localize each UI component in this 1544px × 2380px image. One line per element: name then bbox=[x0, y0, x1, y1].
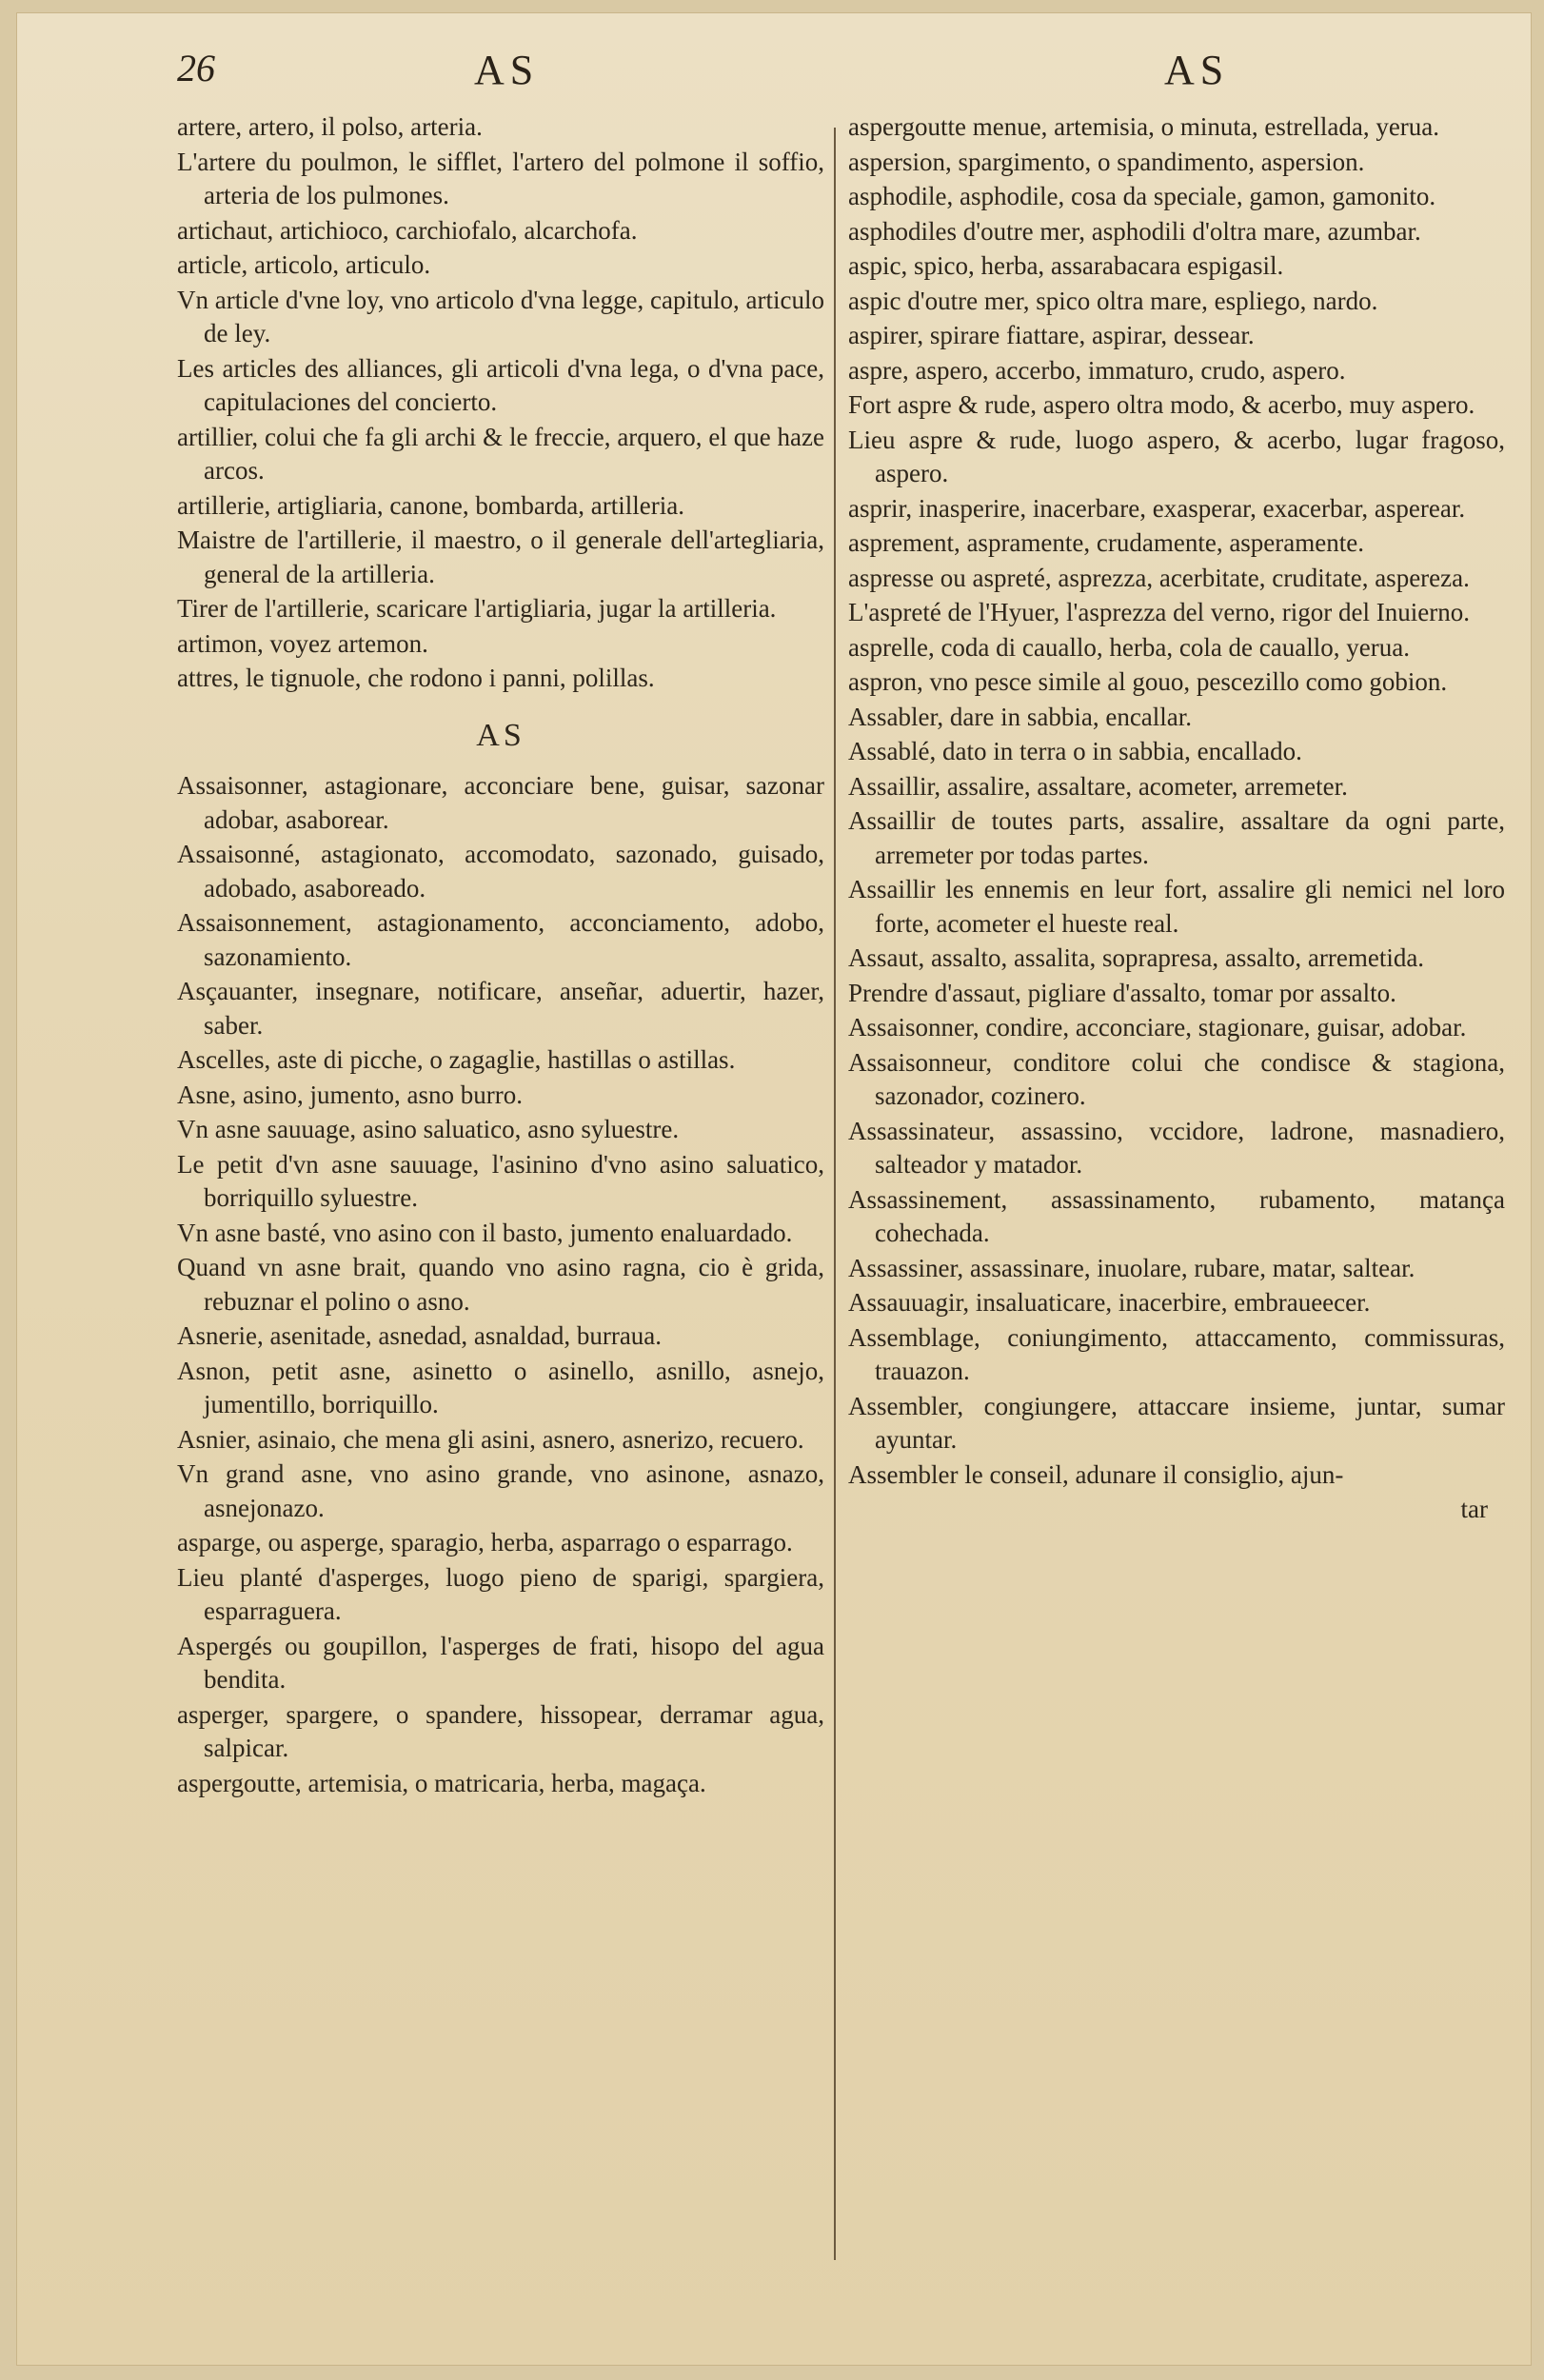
dictionary-entry: aspersion, spargimento, o spandimento, aspersion. bbox=[848, 147, 1365, 176]
dictionary-entry: Assaisonnement, astagionamento, acconciamento, adobo, sazonamiento. bbox=[177, 908, 824, 971]
dictionary-entry: artillier, colui che fa gli archi & le freccie, arquero, el que haze arcos. bbox=[177, 422, 824, 485]
left-entries-b bbox=[177, 769, 824, 1800]
dictionary-entry: Assaisonneur, conditore colui che condisce & stagiona, sazonador, cozinero. bbox=[848, 1047, 1505, 1110]
book-page bbox=[17, 13, 1531, 2365]
dictionary-entry: aspic d'outre mer, spico oltra mare, espliego, nardo. bbox=[848, 286, 1378, 315]
dictionary-entry: Asçauanter, insegnare, notificare, anseñar, aduertir, hazer, saber. bbox=[177, 977, 824, 1040]
dictionary-entry: asphodiles d'outre mer, asphodili d'oltra mare, azumbar. bbox=[848, 216, 1421, 246]
dictionary-entry: Lieu planté d'asperges, luogo pieno de sparigi, spargiera, esparraguera. bbox=[177, 1562, 824, 1625]
dictionary-entry: Assaillir, assalire, assaltare, acometer, arremeter. bbox=[848, 771, 1348, 801]
dictionary-entry: Assaillir les ennemis en leur fort, assalire gli nemici nel loro forte, acometer el hueste real. bbox=[848, 875, 1505, 938]
dictionary-entry: Assaut, assalto, assalita, soprapresa, assalto, arremetida. bbox=[848, 943, 1425, 972]
running-head-right: AS bbox=[1164, 47, 1230, 93]
right-column bbox=[848, 110, 1505, 1527]
dictionary-entry: Assaillir de toutes parts, assalire, assaltare da ogni parte, arremeter por todas partes. bbox=[848, 806, 1505, 869]
dictionary-entry: asparge, ou asperge, sparagio, herba, asparrago o esparrago. bbox=[177, 1528, 793, 1557]
dictionary-entry: artichaut, artichioco, carchiofalo, alcarchofa. bbox=[177, 215, 638, 245]
dictionary-entry: Quand vn asne brait, quando vno asino ragna, cio è grida, rebuznar el polino o asno. bbox=[177, 1253, 824, 1316]
dictionary-entry: Maistre de l'artillerie, il maestro, o il generale dell'artegliaria, general de la artilleria. bbox=[177, 526, 824, 588]
dictionary-entry: artere, artero, il polso, arteria. bbox=[177, 112, 483, 141]
right-entries bbox=[848, 110, 1505, 1492]
dictionary-entry: aspic, spico, herba, assarabacara espigasil. bbox=[848, 251, 1284, 280]
dictionary-entry: Aspergés ou goupillon, l'asperges de frati, hisopo del agua bendita. bbox=[177, 1631, 824, 1694]
dictionary-entry: aspergoutte menue, artemisia, o minuta, estrellada, yerua. bbox=[848, 112, 1440, 141]
dictionary-entry: artillerie, artigliaria, canone, bombarda, artilleria. bbox=[177, 490, 684, 520]
dictionary-entry: article, articolo, articulo. bbox=[177, 250, 431, 279]
dictionary-entry: Assabler, dare in sabbia, encallar. bbox=[848, 702, 1193, 731]
dictionary-entry: Asnon, petit asne, asinetto o asinello, asnillo, asnejo, jumentillo, borriquillo. bbox=[177, 1356, 824, 1418]
dictionary-entry: aspergoutte, artemisia, o matricaria, herba, magaça. bbox=[177, 1768, 706, 1797]
dictionary-entry: L'aspreté de l'Hyuer, l'asprezza del verno, rigor del Inuierno. bbox=[848, 598, 1470, 626]
dictionary-entry: asprement, aspramente, crudamente, asperamente. bbox=[848, 528, 1364, 557]
dictionary-entry: Vn asne basté, vno asino con il basto, jumento enaluardado. bbox=[177, 1218, 793, 1247]
dictionary-entry: Asnier, asinaio, che mena gli asini, asnero, asnerizo, recuero. bbox=[177, 1424, 804, 1454]
dictionary-entry: asprir, inasperire, inacerbare, exasperar, exacerbar, asperear. bbox=[848, 493, 1466, 523]
dictionary-entry: Prendre d'assaut, pigliare d'assalto, tomar por assalto. bbox=[848, 978, 1396, 1007]
dictionary-entry: asprelle, coda di cauallo, herba, cola de cauallo, yerua. bbox=[848, 632, 1410, 662]
dictionary-entry: aspresse ou aspreté, asprezza, acerbitate, cruditate, aspereza. bbox=[848, 563, 1470, 592]
page-header bbox=[17, 40, 1531, 107]
dictionary-entry: Tirer de l'artillerie, scaricare l'artigliaria, jugar la artilleria. bbox=[177, 594, 777, 623]
dictionary-entry: aspirer, spirare fiattare, aspirar, dessear. bbox=[848, 321, 1255, 349]
left-column bbox=[177, 110, 824, 1801]
dictionary-entry: Assemblage, coniungimento, attaccamento, commissuras, trauazon. bbox=[848, 1322, 1505, 1385]
dictionary-entry: Les articles des alliances, gli articoli d'vna lega, o d'vna pace, capitulaciones del concierto. bbox=[177, 353, 824, 416]
dictionary-entry: Vn asne sauuage, asino saluatico, asno syluestre. bbox=[177, 1115, 680, 1143]
catchword: tar bbox=[1460, 1495, 1488, 1523]
dictionary-entry: Fort aspre & rude, aspero oltra modo, & acerbo, muy aspero. bbox=[848, 390, 1475, 419]
dictionary-entry: artimon, voyez artemon. bbox=[177, 628, 428, 658]
dictionary-entry: Assaisonner, condire, acconciare, stagionare, guisar, adobar. bbox=[848, 1013, 1467, 1041]
dictionary-entry: Assablé, dato in terra o in sabbia, encallado. bbox=[848, 737, 1302, 765]
dictionary-entry: asperger, spargere, o spandere, hissopear, derramar agua, salpicar. bbox=[177, 1699, 824, 1762]
dictionary-entry: Assembler, congiungere, attaccare insieme, juntar, sumar ayuntar. bbox=[848, 1391, 1505, 1454]
dictionary-entry: Assaisonné, astagionato, accomodato, sazonado, guisado, adobado, asaboreado. bbox=[177, 840, 824, 902]
section-heading: AS bbox=[476, 717, 525, 753]
dictionary-entry: Ascelles, aste di picche, o zagaglie, hastillas o astillas. bbox=[177, 1045, 736, 1074]
dictionary-entry: Assassiner, assassinare, inuolare, rubare, matar, saltear. bbox=[848, 1253, 1415, 1282]
left-entries-a bbox=[177, 110, 824, 696]
dictionary-entry: attres, le tignuole, che rodono i panni, polillas. bbox=[177, 664, 655, 692]
page-number: 26 bbox=[177, 47, 215, 89]
dictionary-entry: Asnerie, asenitade, asnedad, asnaldad, burraua. bbox=[177, 1321, 663, 1350]
dictionary-entry: aspre, aspero, accerbo, immaturo, crudo, aspero. bbox=[848, 355, 1346, 385]
dictionary-entry: aspron, vno pesce simile al gouo, pescezillo como gobion. bbox=[848, 667, 1448, 696]
dictionary-entry: Asne, asino, jumento, asno burro. bbox=[177, 1080, 523, 1109]
dictionary-entry: Assassinateur, assassino, vccidore, ladrone, masnadiero, salteador y matador. bbox=[848, 1116, 1505, 1179]
dictionary-entry: Assassinement, assassinamento, rubamento, matança cohechada. bbox=[848, 1184, 1505, 1247]
running-head-left: AS bbox=[474, 47, 540, 93]
dictionary-entry: Le petit d'vn asne sauuage, l'asinino d'vno asino saluatico, borriquillo syluestre. bbox=[177, 1149, 824, 1212]
dictionary-entry: Vn article d'vne loy, vno articolo d'vna legge, capitulo, articulo de ley. bbox=[177, 285, 824, 347]
dictionary-entry: asphodile, asphodile, cosa da speciale, gamon, gamonito. bbox=[848, 182, 1436, 210]
dictionary-entry: Assembler le conseil, adunare il consiglio, ajun- bbox=[848, 1459, 1344, 1489]
dictionary-entry: Assauuagir, insaluaticare, inacerbire, embraueecer. bbox=[848, 1288, 1371, 1317]
dictionary-entry: L'artere du poulmon, le sifflet, l'artero del polmone il soffio, arteria de los pulmones. bbox=[177, 147, 824, 209]
dictionary-entry: Assaisonner, astagionare, acconciare bene, guisar, sazonar adobar, asaborear. bbox=[177, 771, 824, 834]
column-divider bbox=[834, 128, 836, 2260]
dictionary-entry: Vn grand asne, vno asino grande, vno asinone, asnazo, asnejonazo. bbox=[177, 1459, 824, 1522]
dictionary-entry: Lieu aspre & rude, luogo aspero, & acerbo, lugar fragoso, aspero. bbox=[848, 425, 1505, 487]
